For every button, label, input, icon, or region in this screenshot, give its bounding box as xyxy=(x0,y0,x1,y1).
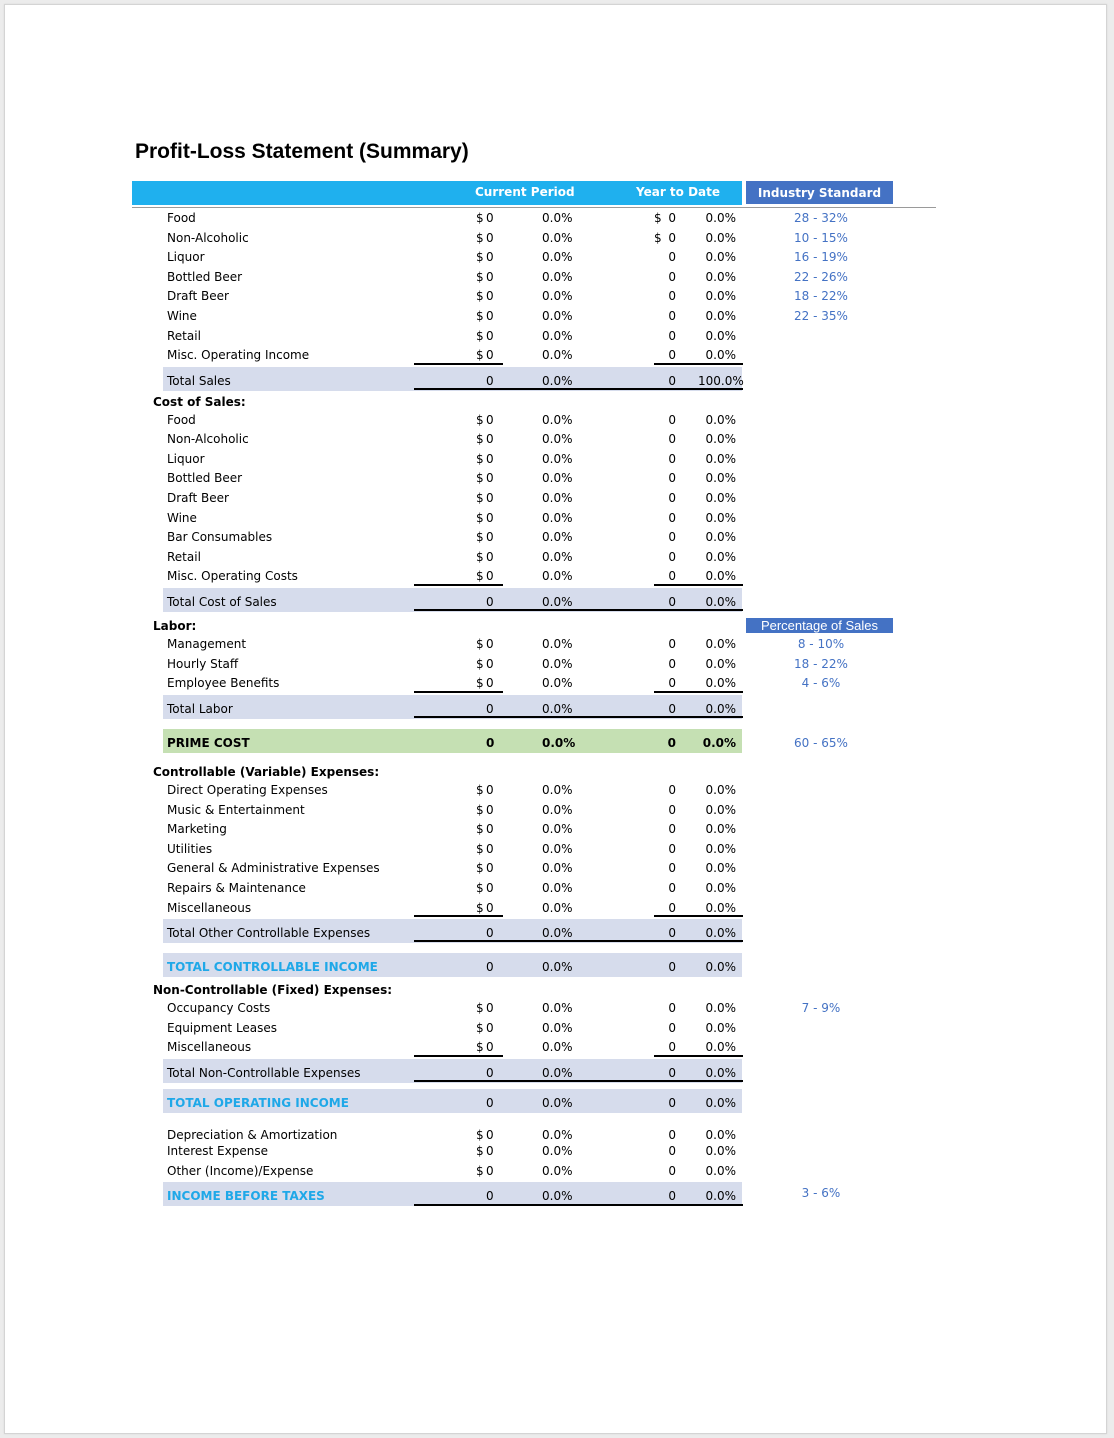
current-amount: 0 xyxy=(486,211,494,225)
current-percent: 0.0% xyxy=(542,569,573,583)
current-percent: 0.0% xyxy=(542,289,573,303)
row-label: Occupancy Costs xyxy=(167,1001,271,1015)
current-amount: 0 xyxy=(486,250,494,264)
ytd-amount: 0 xyxy=(668,289,676,303)
ytd-percent: 0.0% xyxy=(705,452,736,466)
current-currency-sign: $ xyxy=(476,569,484,583)
current-amount: 0 xyxy=(486,676,494,690)
ytd-percent: 0.0% xyxy=(705,211,736,225)
ytd-amount: 0 xyxy=(668,569,676,583)
ytd-amount: 0 xyxy=(668,595,676,609)
current-amount: 0 xyxy=(486,289,494,303)
row-label: Draft Beer xyxy=(167,289,229,303)
ytd-currency-sign: $ xyxy=(654,231,662,245)
current-currency-sign: $ xyxy=(476,783,484,797)
current-amount: 0 xyxy=(486,783,494,797)
current-percent: 0.0% xyxy=(542,1040,573,1054)
current-percent: 0.0% xyxy=(542,270,573,284)
ytd-percent: 0.0% xyxy=(705,569,736,583)
current-currency-sign: $ xyxy=(476,1164,484,1178)
current-amount: 0 xyxy=(486,926,494,940)
row-label: Marketing xyxy=(167,822,227,836)
current-percent: 0.0% xyxy=(542,861,573,875)
row-label: Retail xyxy=(167,550,201,564)
current-amount: 0 xyxy=(486,637,494,651)
current-amount: 0 xyxy=(486,1164,494,1178)
ytd-amount: 0 xyxy=(668,348,676,362)
industry-standard-range: 28 - 32% xyxy=(794,211,848,225)
current-currency-sign: $ xyxy=(476,511,484,525)
ytd-percent: 100.0% xyxy=(698,374,744,388)
current-percent: 0.0% xyxy=(542,960,573,974)
ytd-percent: 0.0% xyxy=(705,530,736,544)
ytd-percent: 0.0% xyxy=(705,881,736,895)
current-percent: 0.0% xyxy=(542,1164,573,1178)
row-label: Music & Entertainment xyxy=(167,803,305,817)
total-top-rule xyxy=(414,691,503,693)
current-currency-sign: $ xyxy=(476,1144,484,1158)
row-label: Total Sales xyxy=(167,374,231,388)
header-percentage-of-sales: Percentage of Sales xyxy=(746,618,893,633)
current-currency-sign: $ xyxy=(476,289,484,303)
header-year-to-date: Year to Date xyxy=(636,185,721,199)
current-amount: 0 xyxy=(486,861,494,875)
ytd-amount: 0 xyxy=(667,736,676,750)
ytd-percent: 0.0% xyxy=(702,736,736,750)
ytd-amount: 0 xyxy=(668,901,676,915)
current-percent: 0.0% xyxy=(542,452,573,466)
industry-standard-range: 7 - 9% xyxy=(801,1001,841,1015)
industry-standard-range: 16 - 19% xyxy=(794,250,848,264)
current-amount: 0 xyxy=(486,657,494,671)
row-label: Wine xyxy=(167,511,197,525)
current-currency-sign: $ xyxy=(476,250,484,264)
current-percent: 0.0% xyxy=(542,1144,573,1158)
row-label: Miscellaneous xyxy=(167,1040,252,1054)
ytd-percent: 0.0% xyxy=(705,595,736,609)
ytd-amount: 0 xyxy=(668,471,676,485)
header-current-period: Current Period xyxy=(475,185,575,199)
row-label: Miscellaneous xyxy=(167,901,252,915)
ytd-amount: 0 xyxy=(668,1144,676,1158)
ytd-amount: 0 xyxy=(668,329,676,343)
current-percent: 0.0% xyxy=(542,842,573,856)
current-currency-sign: $ xyxy=(476,211,484,225)
total-top-rule xyxy=(654,584,743,586)
ytd-amount: 0 xyxy=(668,1096,676,1110)
current-percent: 0.0% xyxy=(542,926,573,940)
row-label: INCOME BEFORE TAXES xyxy=(167,1189,325,1203)
current-currency-sign: $ xyxy=(476,309,484,323)
ytd-percent: 0.0% xyxy=(705,783,736,797)
ytd-amount: 0 xyxy=(668,1001,676,1015)
total-bottom-rule xyxy=(414,1080,743,1082)
current-amount: 0 xyxy=(486,1001,494,1015)
ytd-percent: 0.0% xyxy=(705,491,736,505)
current-currency-sign: $ xyxy=(476,637,484,651)
ytd-percent: 0.0% xyxy=(705,471,736,485)
current-percent: 0.0% xyxy=(542,511,573,525)
total-bottom-rule xyxy=(414,388,743,390)
row-label: Liquor xyxy=(167,250,205,264)
total-top-rule xyxy=(414,915,503,917)
ytd-amount: 0 xyxy=(668,1066,676,1080)
ytd-amount: 0 xyxy=(668,960,676,974)
current-currency-sign: $ xyxy=(476,822,484,836)
ytd-percent: 0.0% xyxy=(705,348,736,362)
ytd-percent: 0.0% xyxy=(705,309,736,323)
row-label: Hourly Staff xyxy=(167,657,239,671)
industry-standard-range: 3 - 6% xyxy=(801,1186,841,1200)
current-percent: 0.0% xyxy=(542,1096,573,1110)
current-amount: 0 xyxy=(486,822,494,836)
row-label: General & Administrative Expenses xyxy=(167,861,380,875)
industry-standard-range: 4 - 6% xyxy=(801,676,841,690)
current-percent: 0.0% xyxy=(542,250,573,264)
ytd-amount: 0 xyxy=(668,270,676,284)
current-currency-sign: $ xyxy=(476,329,484,343)
ytd-amount: 0 xyxy=(668,211,676,225)
current-currency-sign: $ xyxy=(476,348,484,362)
current-amount: 0 xyxy=(486,1066,494,1080)
current-percent: 0.0% xyxy=(542,491,573,505)
industry-standard-range: 10 - 15% xyxy=(794,231,848,245)
current-currency-sign: $ xyxy=(476,803,484,817)
ytd-amount: 0 xyxy=(668,842,676,856)
current-amount: 0 xyxy=(486,881,494,895)
current-percent: 0.0% xyxy=(542,413,573,427)
current-amount: 0 xyxy=(486,309,494,323)
ytd-amount: 0 xyxy=(668,511,676,525)
current-currency-sign: $ xyxy=(476,231,484,245)
row-label: Liquor xyxy=(167,452,205,466)
header-industry-standard: Industry Standard xyxy=(746,181,893,204)
ytd-percent: 0.0% xyxy=(705,1066,736,1080)
row-label: Retail xyxy=(167,329,201,343)
ytd-percent: 0.0% xyxy=(705,926,736,940)
total-bottom-rule xyxy=(414,940,743,942)
ytd-amount: 0 xyxy=(668,374,676,388)
current-currency-sign: $ xyxy=(476,413,484,427)
row-label: Repairs & Maintenance xyxy=(167,881,306,895)
row-label: PRIME COST xyxy=(167,736,250,750)
current-amount: 0 xyxy=(486,702,494,716)
current-currency-sign: $ xyxy=(476,861,484,875)
current-amount: 0 xyxy=(486,432,494,446)
current-currency-sign: $ xyxy=(476,1021,484,1035)
ytd-percent: 0.0% xyxy=(705,702,736,716)
current-currency-sign: $ xyxy=(476,1001,484,1015)
ytd-amount: 0 xyxy=(668,250,676,264)
ytd-amount: 0 xyxy=(668,1164,676,1178)
section-heading: Cost of Sales: xyxy=(153,395,246,409)
current-amount: 0 xyxy=(486,803,494,817)
current-amount: 0 xyxy=(486,842,494,856)
current-percent: 0.0% xyxy=(542,657,573,671)
row-label: Bottled Beer xyxy=(167,471,243,485)
total-top-rule xyxy=(414,584,503,586)
current-percent: 0.0% xyxy=(542,329,573,343)
current-currency-sign: $ xyxy=(476,452,484,466)
header-divider xyxy=(132,207,936,208)
total-top-rule xyxy=(414,1055,503,1057)
ytd-percent: 0.0% xyxy=(705,1189,736,1203)
ytd-amount: 0 xyxy=(668,926,676,940)
ytd-percent: 0.0% xyxy=(705,432,736,446)
ytd-percent: 0.0% xyxy=(705,1144,736,1158)
row-label: Non-Alcoholic xyxy=(167,432,249,446)
ytd-percent: 0.0% xyxy=(705,803,736,817)
ytd-percent: 0.0% xyxy=(705,1021,736,1035)
current-currency-sign: $ xyxy=(476,550,484,564)
current-amount: 0 xyxy=(486,1144,494,1158)
industry-standard-range: 22 - 35% xyxy=(794,309,848,323)
current-currency-sign: $ xyxy=(476,530,484,544)
ytd-percent: 0.0% xyxy=(705,250,736,264)
ytd-amount: 0 xyxy=(668,822,676,836)
ytd-amount: 0 xyxy=(668,861,676,875)
row-label: Draft Beer xyxy=(167,491,229,505)
ytd-amount: 0 xyxy=(668,491,676,505)
total-top-rule xyxy=(654,691,743,693)
row-label: Food xyxy=(167,413,196,427)
ytd-amount: 0 xyxy=(668,702,676,716)
section-heading: Controllable (Variable) Expenses: xyxy=(153,765,380,779)
current-percent: 0.0% xyxy=(542,901,573,915)
current-percent: 0.0% xyxy=(542,676,573,690)
ytd-percent: 0.0% xyxy=(705,657,736,671)
row-label: Total Labor xyxy=(167,702,233,716)
ytd-amount: 0 xyxy=(668,1128,676,1142)
industry-standard-range: 8 - 10% xyxy=(797,637,845,651)
ytd-percent: 0.0% xyxy=(705,1040,736,1054)
ytd-percent: 0.0% xyxy=(705,1001,736,1015)
current-currency-sign: $ xyxy=(476,1128,484,1142)
ytd-percent: 0.0% xyxy=(705,960,736,974)
row-label: Total Non-Controllable Expenses xyxy=(167,1066,361,1080)
total-bottom-rule xyxy=(414,609,743,611)
current-percent: 0.0% xyxy=(542,803,573,817)
current-amount: 0 xyxy=(486,901,494,915)
current-amount: 0 xyxy=(486,511,494,525)
final-bottom-rule xyxy=(414,1204,743,1206)
row-label: Bottled Beer xyxy=(167,270,243,284)
ytd-amount: 0 xyxy=(668,803,676,817)
current-currency-sign: $ xyxy=(476,491,484,505)
current-percent: 0.0% xyxy=(542,1021,573,1035)
row-label: Depreciation & Amortization xyxy=(167,1128,338,1142)
ytd-amount: 0 xyxy=(668,432,676,446)
ytd-percent: 0.0% xyxy=(705,861,736,875)
ytd-percent: 0.0% xyxy=(705,842,736,856)
row-label: Bar Consumables xyxy=(167,530,273,544)
row-label: Misc. Operating Income xyxy=(167,348,310,362)
current-amount: 0 xyxy=(486,1021,494,1035)
industry-standard-range: 18 - 22% xyxy=(794,657,848,671)
total-top-rule xyxy=(654,1055,743,1057)
ytd-percent: 0.0% xyxy=(705,289,736,303)
ytd-amount: 0 xyxy=(668,550,676,564)
current-currency-sign: $ xyxy=(476,270,484,284)
current-percent: 0.0% xyxy=(542,471,573,485)
current-amount: 0 xyxy=(486,329,494,343)
row-label: Employee Benefits xyxy=(167,676,280,690)
row-label: Interest Expense xyxy=(167,1144,268,1158)
total-top-rule xyxy=(654,915,743,917)
industry-standard-range: 60 - 65% xyxy=(794,736,848,750)
ytd-currency-sign: $ xyxy=(654,211,662,225)
row-label: TOTAL OPERATING INCOME xyxy=(167,1096,349,1110)
current-amount: 0 xyxy=(486,960,494,974)
current-currency-sign: $ xyxy=(476,1040,484,1054)
current-percent: 0.0% xyxy=(542,1001,573,1015)
row-label: Total Cost of Sales xyxy=(167,595,277,609)
ytd-amount: 0 xyxy=(668,309,676,323)
ytd-amount: 0 xyxy=(668,231,676,245)
current-amount: 0 xyxy=(486,1096,494,1110)
current-percent: 0.0% xyxy=(542,432,573,446)
current-percent: 0.0% xyxy=(542,783,573,797)
current-amount: 0 xyxy=(486,1040,494,1054)
current-currency-sign: $ xyxy=(476,676,484,690)
current-amount: 0 xyxy=(486,1189,494,1203)
current-percent: 0.0% xyxy=(542,822,573,836)
row-label: Non-Alcoholic xyxy=(167,231,249,245)
row-label: Wine xyxy=(167,309,197,323)
current-amount: 0 xyxy=(486,595,494,609)
current-percent: 0.0% xyxy=(542,211,573,225)
current-percent: 0.0% xyxy=(542,1066,573,1080)
row-label: TOTAL CONTROLLABLE INCOME xyxy=(167,960,378,974)
current-percent: 0.0% xyxy=(542,595,573,609)
current-amount: 0 xyxy=(486,374,494,388)
ytd-amount: 0 xyxy=(668,413,676,427)
current-amount: 0 xyxy=(486,550,494,564)
current-percent: 0.0% xyxy=(542,231,573,245)
current-amount: 0 xyxy=(486,471,494,485)
current-currency-sign: $ xyxy=(476,881,484,895)
page-title: Profit-Loss Statement (Summary) xyxy=(135,140,469,163)
row-label: Management xyxy=(167,637,247,651)
current-percent: 0.0% xyxy=(542,736,576,750)
current-currency-sign: $ xyxy=(476,657,484,671)
current-percent: 0.0% xyxy=(542,881,573,895)
section-heading: Non-Controllable (Fixed) Expenses: xyxy=(153,983,393,997)
ytd-percent: 0.0% xyxy=(705,231,736,245)
industry-standard-range: 18 - 22% xyxy=(794,289,848,303)
current-percent: 0.0% xyxy=(542,550,573,564)
ytd-amount: 0 xyxy=(668,1040,676,1054)
row-label: Utilities xyxy=(167,842,213,856)
row-label: Equipment Leases xyxy=(167,1021,278,1035)
row-label: Other (Income)/Expense xyxy=(167,1164,314,1178)
current-amount: 0 xyxy=(486,736,495,750)
current-percent: 0.0% xyxy=(542,1128,573,1142)
current-percent: 0.0% xyxy=(542,348,573,362)
ytd-percent: 0.0% xyxy=(705,1164,736,1178)
total-bottom-rule xyxy=(414,716,743,718)
current-amount: 0 xyxy=(486,413,494,427)
ytd-percent: 0.0% xyxy=(705,413,736,427)
current-currency-sign: $ xyxy=(476,842,484,856)
ytd-percent: 0.0% xyxy=(705,1128,736,1142)
ytd-amount: 0 xyxy=(668,530,676,544)
ytd-amount: 0 xyxy=(668,1021,676,1035)
current-currency-sign: $ xyxy=(476,432,484,446)
ytd-amount: 0 xyxy=(668,783,676,797)
ytd-percent: 0.0% xyxy=(705,822,736,836)
current-amount: 0 xyxy=(486,270,494,284)
ytd-amount: 0 xyxy=(668,657,676,671)
ytd-percent: 0.0% xyxy=(705,676,736,690)
ytd-amount: 0 xyxy=(668,881,676,895)
current-amount: 0 xyxy=(486,231,494,245)
current-amount: 0 xyxy=(486,1128,494,1142)
ytd-amount: 0 xyxy=(668,1189,676,1203)
current-amount: 0 xyxy=(486,348,494,362)
current-percent: 0.0% xyxy=(542,530,573,544)
current-currency-sign: $ xyxy=(476,901,484,915)
row-label: Food xyxy=(167,211,196,225)
current-amount: 0 xyxy=(486,452,494,466)
ytd-percent: 0.0% xyxy=(705,637,736,651)
current-currency-sign: $ xyxy=(476,471,484,485)
row-label: Misc. Operating Costs xyxy=(167,569,298,583)
current-percent: 0.0% xyxy=(542,1189,573,1203)
ytd-percent: 0.0% xyxy=(705,329,736,343)
current-percent: 0.0% xyxy=(542,374,573,388)
row-label: Direct Operating Expenses xyxy=(167,783,328,797)
current-amount: 0 xyxy=(486,569,494,583)
current-percent: 0.0% xyxy=(542,309,573,323)
row-label: Total Other Controllable Expenses xyxy=(167,926,371,940)
total-top-rule xyxy=(414,363,503,365)
ytd-percent: 0.0% xyxy=(705,511,736,525)
industry-standard-range: 22 - 26% xyxy=(794,270,848,284)
ytd-amount: 0 xyxy=(668,676,676,690)
current-amount: 0 xyxy=(486,491,494,505)
current-amount: 0 xyxy=(486,530,494,544)
ytd-percent: 0.0% xyxy=(705,550,736,564)
current-percent: 0.0% xyxy=(542,637,573,651)
ytd-amount: 0 xyxy=(668,637,676,651)
current-percent: 0.0% xyxy=(542,702,573,716)
ytd-percent: 0.0% xyxy=(705,270,736,284)
ytd-percent: 0.0% xyxy=(705,901,736,915)
ytd-percent: 0.0% xyxy=(705,1096,736,1110)
section-heading: Labor: xyxy=(153,619,197,633)
total-top-rule xyxy=(654,363,743,365)
ytd-amount: 0 xyxy=(668,452,676,466)
